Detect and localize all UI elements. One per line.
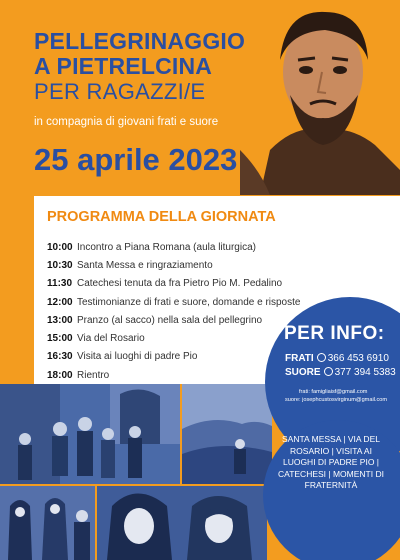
schedule-activity: Rientro [77, 369, 110, 381]
suore-contact [285, 367, 396, 378]
padre-pio-portrait [240, 0, 400, 195]
frati-email[interactable]: frati: famigliaisf@gmail.com [299, 389, 368, 395]
schedule-activity: Santa Messa e ringraziamento [77, 259, 213, 271]
whatsapp-icon [317, 353, 326, 362]
suore-email[interactable]: suore: josephcustosvirginum@gmail.com [285, 397, 388, 403]
schedule-item [47, 256, 300, 274]
schedule-time: 11:30 [47, 278, 73, 290]
schedule-time: 10:30 [47, 259, 73, 271]
schedule-item [47, 238, 300, 256]
title-line-2: A PIETRELCINA [34, 53, 213, 79]
frati-label: FRATI [285, 353, 314, 364]
frati-phone[interactable]: 366 453 6910 [327, 353, 389, 364]
suore-label: SUORE [285, 367, 321, 378]
schedule-time: 12:00 [47, 296, 73, 308]
schedule-activity: Visita ai luoghi di padre Pio [77, 351, 198, 363]
schedule-time: 13:00 [47, 314, 73, 326]
schedule-item [47, 275, 300, 293]
info-title: PER INFO: [284, 323, 385, 344]
schedule-item [47, 348, 300, 366]
schedule-time: 15:00 [47, 333, 73, 345]
schedule-item [47, 293, 300, 311]
title-line-3: PER RAGAZZI/E [34, 79, 206, 104]
photo-smiling-nuns [97, 486, 267, 560]
program-title: PROGRAMMA DELLA GIORNATA [47, 209, 276, 225]
schedule-activity: Catechesi tenuta da fra Pietro Pio M. Pedalino [77, 278, 283, 290]
photo-group-pilgrims [0, 384, 180, 484]
schedule-activity: Testimonianze di frati e suore, domande e risposte [77, 296, 301, 308]
photo-nuns [0, 486, 95, 560]
schedule-item [47, 311, 300, 329]
schedule-time: 16:30 [47, 351, 73, 363]
schedule-time: 10:00 [47, 241, 73, 253]
schedule-time: 18:00 [47, 369, 73, 381]
summary-text: SANTA MESSA | VIA DEL ROSARIO | VISITA AI LUOGHI DI PADRE PIO | CATECHESI | MOMENTI DI FRATERNITÀ [278, 434, 384, 490]
header [0, 0, 400, 195]
event-date: 25 aprile 2023 [34, 142, 238, 177]
photo-landscape [182, 384, 272, 484]
schedule-item [47, 329, 300, 347]
schedule-activity: Via del Rosario [77, 333, 145, 345]
subtitle: in compagnia di giovani frati e suore [34, 116, 219, 128]
schedule-activity: Pranzo (al sacco) nella sala del pellegrino [77, 314, 263, 326]
schedule-activity: Incontro a Piana Romana (aula liturgica) [77, 241, 256, 253]
whatsapp-icon [324, 367, 333, 376]
summary-circle [263, 420, 400, 560]
frati-contact [285, 353, 389, 364]
title-line-1: PELLEGRINAGGIO [34, 28, 246, 54]
schedule-list [47, 238, 300, 384]
suore-phone[interactable]: 377 394 5383 [334, 367, 396, 378]
schedule-item [47, 366, 300, 384]
